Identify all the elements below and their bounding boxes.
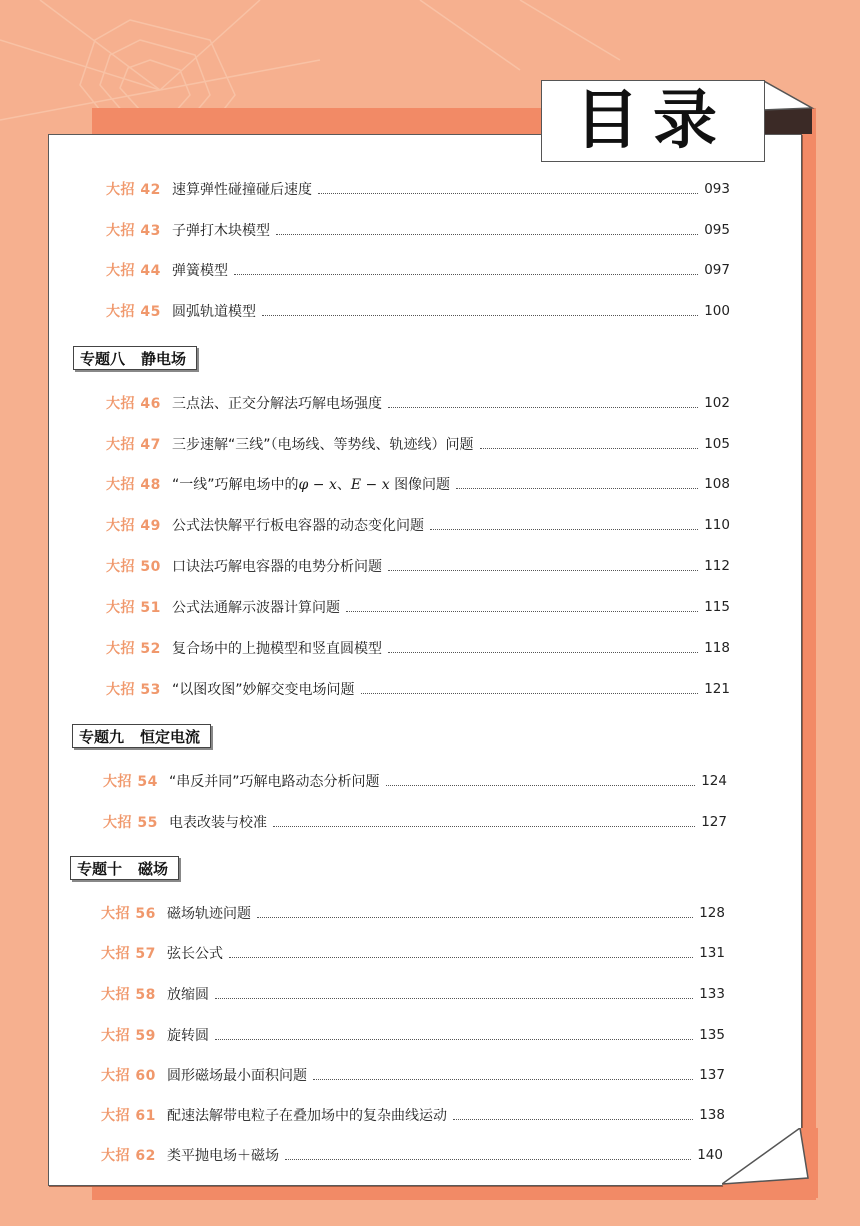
leader-dots bbox=[361, 693, 699, 694]
title-fold-decoration bbox=[760, 80, 820, 140]
toc-entry-49[interactable] bbox=[106, 514, 730, 536]
entry-page: 112 bbox=[704, 558, 730, 574]
entry-page: 121 bbox=[704, 681, 730, 697]
topic-header-8[interactable] bbox=[73, 346, 197, 370]
leader-dots bbox=[453, 1119, 693, 1120]
entry-title: “串反并同”巧解电路动态分析问题 bbox=[169, 774, 380, 790]
entry-title: 类平抛电场＋磁场 bbox=[167, 1148, 279, 1164]
entry-page: 093 bbox=[704, 181, 730, 197]
entry-title: 磁场轨迹问题 bbox=[167, 906, 251, 922]
leader-dots bbox=[313, 1079, 693, 1080]
entry-number: 大招 57 bbox=[101, 946, 156, 962]
entry-page: 140 bbox=[697, 1147, 723, 1163]
entry-number: 大招 46 bbox=[106, 396, 161, 412]
leader-dots bbox=[276, 234, 698, 235]
entry-page: 115 bbox=[704, 599, 730, 615]
toc-entry-42[interactable] bbox=[106, 178, 730, 200]
leader-dots bbox=[318, 193, 698, 194]
leader-dots bbox=[285, 1159, 691, 1160]
page-fold-decoration bbox=[722, 1128, 818, 1198]
entry-page: 102 bbox=[704, 395, 730, 411]
topic-number: 专题九 bbox=[79, 727, 125, 746]
entry-title: 圆弧轨道模型 bbox=[172, 304, 256, 320]
leader-dots bbox=[215, 1039, 693, 1040]
entry-number: 大招 43 bbox=[106, 223, 161, 239]
leader-dots bbox=[388, 652, 698, 653]
toc-entry-60[interactable] bbox=[101, 1064, 725, 1086]
entry-number: 大招 60 bbox=[101, 1068, 156, 1084]
topic-header-9[interactable] bbox=[72, 724, 211, 748]
entry-number: 大招 51 bbox=[106, 600, 161, 616]
entry-title: 复合场中的上抛模型和竖直圆模型 bbox=[172, 641, 382, 657]
formula-phi-x: φ − x bbox=[298, 477, 337, 493]
entry-number: 大招 44 bbox=[106, 263, 161, 279]
entry-page: 105 bbox=[704, 436, 730, 452]
entry-number: 大招 50 bbox=[106, 559, 161, 575]
entry-number: 大招 54 bbox=[103, 774, 158, 790]
leader-dots bbox=[234, 274, 698, 275]
leader-dots bbox=[480, 448, 699, 449]
entry-title: 口诀法巧解电容器的电势分析问题 bbox=[172, 559, 382, 575]
topic-name: 磁场 bbox=[138, 859, 169, 878]
page-title: 目录 bbox=[575, 84, 731, 158]
entry-number: 大招 58 bbox=[101, 987, 156, 1003]
entry-number: 大招 53 bbox=[106, 682, 161, 698]
entry-title: “以图攻图”妙解交变电场问题 bbox=[172, 682, 355, 698]
toc-entry-51[interactable] bbox=[106, 596, 730, 618]
leader-dots bbox=[386, 785, 696, 786]
entry-title: 电表改装与校准 bbox=[169, 815, 267, 831]
leader-dots bbox=[388, 570, 698, 571]
leader-dots bbox=[215, 998, 693, 999]
entry-title: 公式法快解平行板电容器的动态变化问题 bbox=[172, 518, 424, 534]
entry-title: 公式法通解示波器计算问题 bbox=[172, 600, 340, 616]
toc-entry-53[interactable] bbox=[106, 678, 730, 700]
toc-entry-43[interactable] bbox=[106, 219, 730, 241]
entry-page: 138 bbox=[699, 1107, 725, 1123]
leader-dots bbox=[388, 407, 698, 408]
entry-title: 弦长公式 bbox=[167, 946, 223, 962]
entry-number: 大招 49 bbox=[106, 518, 161, 534]
entry-page: 128 bbox=[699, 905, 725, 921]
entry-number: 大招 59 bbox=[101, 1028, 156, 1044]
entry-title: 三步速解“三线”（电场线、等势线、轨迹线）问题 bbox=[172, 437, 474, 453]
entry-page: 100 bbox=[704, 303, 730, 319]
leader-dots bbox=[346, 611, 698, 612]
entry-page: 124 bbox=[701, 773, 727, 789]
entry-number: 大招 52 bbox=[106, 641, 161, 657]
entry-page: 095 bbox=[704, 222, 730, 238]
topic-name: 静电场 bbox=[141, 349, 187, 368]
entry-page: 133 bbox=[699, 986, 725, 1002]
entry-number: 大招 62 bbox=[101, 1148, 156, 1164]
toc-entry-61[interactable] bbox=[101, 1104, 725, 1126]
formula-e-x: E − x bbox=[350, 477, 390, 493]
leader-dots bbox=[456, 488, 698, 489]
entry-number: 大招 48 bbox=[106, 477, 161, 493]
toc-entry-50[interactable] bbox=[106, 555, 730, 577]
entry-title: 速算弹性碰撞碰后速度 bbox=[172, 182, 312, 198]
toc-entry-62[interactable] bbox=[101, 1144, 723, 1166]
toc-entry-44[interactable] bbox=[106, 259, 730, 281]
entry-page: 137 bbox=[699, 1067, 725, 1083]
entry-number: 大招 61 bbox=[101, 1108, 156, 1124]
toc-entry-59[interactable] bbox=[101, 1024, 725, 1046]
entry-number: 大招 42 bbox=[106, 182, 161, 198]
toc-entry-55[interactable] bbox=[103, 811, 727, 833]
title-box bbox=[541, 80, 765, 162]
entry-title: 圆形磁场最小面积问题 bbox=[167, 1068, 307, 1084]
entry-page: 135 bbox=[699, 1027, 725, 1043]
entry-page: 108 bbox=[704, 476, 730, 492]
entry-page: 118 bbox=[704, 640, 730, 656]
toc-entry-45[interactable] bbox=[106, 300, 730, 322]
entry-title: 放缩圆 bbox=[167, 987, 209, 1003]
entry-title: 三点法、正交分解法巧解电场强度 bbox=[172, 396, 382, 412]
leader-dots bbox=[257, 917, 693, 918]
entry-title: 旋转圆 bbox=[167, 1028, 209, 1044]
entry-title: 子弹打木块模型 bbox=[172, 223, 270, 239]
entry-number: 大招 55 bbox=[103, 815, 158, 831]
leader-dots bbox=[273, 826, 695, 827]
toc-entry-47[interactable] bbox=[106, 433, 730, 455]
topic-number: 专题八 bbox=[80, 349, 126, 368]
toc-entry-57[interactable] bbox=[101, 942, 725, 964]
entry-title: “一线”巧解电场中的φ − x、E − x 图像问题 bbox=[172, 477, 451, 493]
entry-page: 110 bbox=[704, 517, 730, 533]
toc-entry-56[interactable] bbox=[101, 902, 725, 924]
topic-number: 专题十 bbox=[77, 859, 123, 878]
toc-entry-52[interactable] bbox=[106, 637, 730, 659]
topic-name: 恒定电流 bbox=[140, 727, 201, 746]
entry-title: 弹簧模型 bbox=[172, 263, 228, 279]
entry-page: 097 bbox=[704, 262, 730, 278]
entry-title: 配速法解带电粒子在叠加场中的复杂曲线运动 bbox=[167, 1108, 447, 1124]
leader-dots bbox=[262, 315, 698, 316]
entry-page: 127 bbox=[701, 814, 727, 830]
leader-dots bbox=[229, 957, 693, 958]
leader-dots bbox=[430, 529, 698, 530]
topic-header-10[interactable] bbox=[70, 856, 179, 880]
entry-number: 大招 45 bbox=[106, 304, 161, 320]
entry-page: 131 bbox=[699, 945, 725, 961]
entry-number: 大招 47 bbox=[106, 437, 161, 453]
toc-entry-54[interactable] bbox=[103, 770, 727, 792]
entry-number: 大招 56 bbox=[101, 906, 156, 922]
toc-entry-48[interactable] bbox=[106, 473, 730, 495]
toc-entry-58[interactable] bbox=[101, 983, 725, 1005]
toc-entry-46[interactable] bbox=[106, 392, 730, 414]
